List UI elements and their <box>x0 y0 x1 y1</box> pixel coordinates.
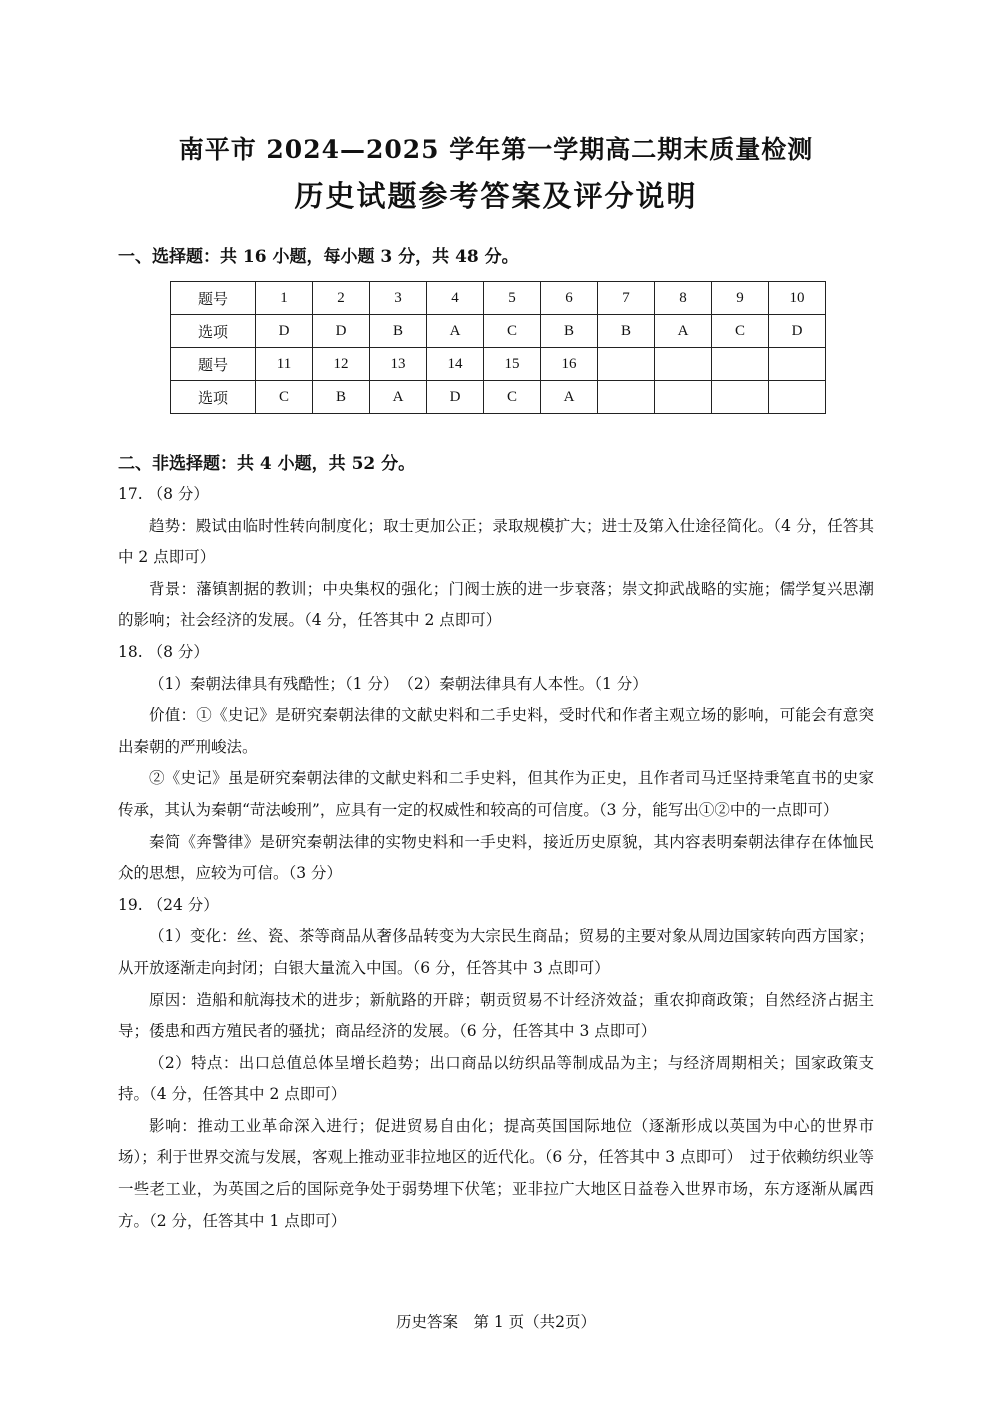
table-cell: 4 <box>427 282 484 315</box>
table-cell: 6 <box>541 282 598 315</box>
table-cell <box>598 348 655 381</box>
answer-paragraph: 影响：推动工业革命深入进行；促进贸易自由化；提高英国国际地位（逐渐形成以英国为中心的世界市场）；利于世界交流与发展，客观上推动亚非拉地区的近代化。（6 分，任答其中 3 点即可） 过于依赖纺织业等一些老工业，为英国之后的国际竞争处于弱势埋下伏笔；亚非拉广大地区日益卷入世界市场，东方逐渐从属西方。（2 分，任答其中 1 点即可） <box>118 1116 874 1230</box>
table-cell: C <box>484 381 541 414</box>
answer-paragraph: 秦简《奔警律》是研究秦朝法律的实物史料和一手史料，接近历史原貌，其内容表明秦朝法律存在体恤民众的思想，应较为可信。（3 分） <box>118 832 874 883</box>
answer-paragraph: （1）变化：丝、瓷、茶等商品从奢侈品转变为大宗民生商品；贸易的主要对象从周边国家转向西方国家；从开放逐渐走向封闭；白银大量流入中国。（6 分，任答其中 3 点即可） <box>118 927 874 977</box>
row-label: 题号 <box>171 282 256 315</box>
row-label: 选项 <box>171 315 256 348</box>
table-cell: D <box>769 315 826 348</box>
table-cell: C <box>712 315 769 348</box>
table-cell: 3 <box>370 282 427 315</box>
table-cell: 5 <box>484 282 541 315</box>
table-row <box>171 315 826 348</box>
answer-paragraph: 价值：①《史记》是研究秦朝法律的文献史料和二手史料，受时代和作者主观立场的影响，可能会有意突出秦朝的严刑峻法。 <box>118 706 874 756</box>
table-cell: B <box>313 381 370 414</box>
table-cell: C <box>484 315 541 348</box>
table-cell: C <box>256 381 313 414</box>
table-row <box>171 348 826 381</box>
table-cell: D <box>313 315 370 348</box>
answer-paragraph: 背景：藩镇割据的教训；中央集权的强化；门阀士族的进一步衰落；崇文抑武战略的实施；儒学复兴思潮的影响；社会经济的发展。（4 分，任答其中 2 点即可） <box>118 579 874 630</box>
table-row <box>171 381 826 414</box>
table-cell: A <box>370 381 427 414</box>
table-cell: 15 <box>484 348 541 381</box>
table-cell <box>712 348 769 381</box>
answer-paragraph: ②《史记》虽是研究秦朝法律的文献史料和二手史料，但其作为正史，且作者司马迁坚持秉笔直书的史家传承，其认为秦朝“苛法峻刑”，应具有一定的权威性和较高的可信度。（3 分，能写出①②中的一点即可） <box>118 769 874 819</box>
question-number: 19. （24 分） <box>118 895 219 914</box>
question-number: 18. （8 分） <box>118 642 209 661</box>
answer-paragraph: 趋势：殿试由临时性转向制度化；取士更加公正；录取规模扩大；进士及第入仕途径简化。（4 分，任答其中 2 点即可） <box>118 516 874 567</box>
table-cell: 11 <box>256 348 313 381</box>
table-cell: B <box>598 315 655 348</box>
row-label: 题号 <box>171 348 256 381</box>
table-cell: 1 <box>256 282 313 315</box>
answer-table <box>170 281 826 414</box>
table-cell <box>598 381 655 414</box>
page-title: 南平市 2024—2025 学年第一学期高二期末质量检测 <box>178 135 814 164</box>
table-cell: D <box>256 315 313 348</box>
table-cell: 13 <box>370 348 427 381</box>
table-cell: A <box>541 381 598 414</box>
question-number: 17. （8 分） <box>118 485 209 503</box>
table-cell: 16 <box>541 348 598 381</box>
table-cell: A <box>427 315 484 348</box>
table-cell: 2 <box>313 282 370 315</box>
table-cell <box>655 348 712 381</box>
table-cell: 14 <box>427 348 484 381</box>
table-row <box>171 282 826 315</box>
table-cell: B <box>370 315 427 348</box>
table-cell: 8 <box>655 282 712 315</box>
table-cell <box>655 381 712 414</box>
answer-paragraph: （2）特点：出口总值总体呈增长趋势；出口商品以纺织品等制成品为主；与经济周期相关；国家政策支持。（4 分，任答其中 2 点即可） <box>118 1053 874 1104</box>
table-cell: 7 <box>598 282 655 315</box>
section-heading-multiple-choice: 一、选择题：共 16 小题，每小题 3 分，共 48 分。 <box>118 247 519 267</box>
free-response-answers <box>118 479 874 1237</box>
page-subtitle: 历史试题参考答案及评分说明 <box>294 179 698 213</box>
table-cell: 12 <box>313 348 370 381</box>
answer-paragraph: （1）秦朝法律具有残酷性；（1 分） （2）秦朝法律具有人本性。（1 分） <box>149 674 648 693</box>
row-label: 选项 <box>171 381 256 414</box>
table-cell: 10 <box>769 282 826 315</box>
table-cell: D <box>427 381 484 414</box>
table-cell <box>769 348 826 381</box>
table-cell <box>769 381 826 414</box>
table-cell <box>712 381 769 414</box>
answer-paragraph: 原因：造船和航海技术的进步；新航路的开辟；朝贡贸易不计经济效益；重农抑商政策；自然经济占据主导；倭患和西方殖民者的骚扰；商品经济的发展。（6 分，任答其中 3 点即可） <box>118 990 874 1041</box>
table-cell: B <box>541 315 598 348</box>
table-cell: A <box>655 315 712 348</box>
table-cell: 9 <box>712 282 769 315</box>
page-footer: 历史答案 第 1 页（共2页） <box>395 1313 597 1331</box>
section-heading-free-response: 二、非选择题：共 4 小题，共 52 分。 <box>118 454 416 474</box>
